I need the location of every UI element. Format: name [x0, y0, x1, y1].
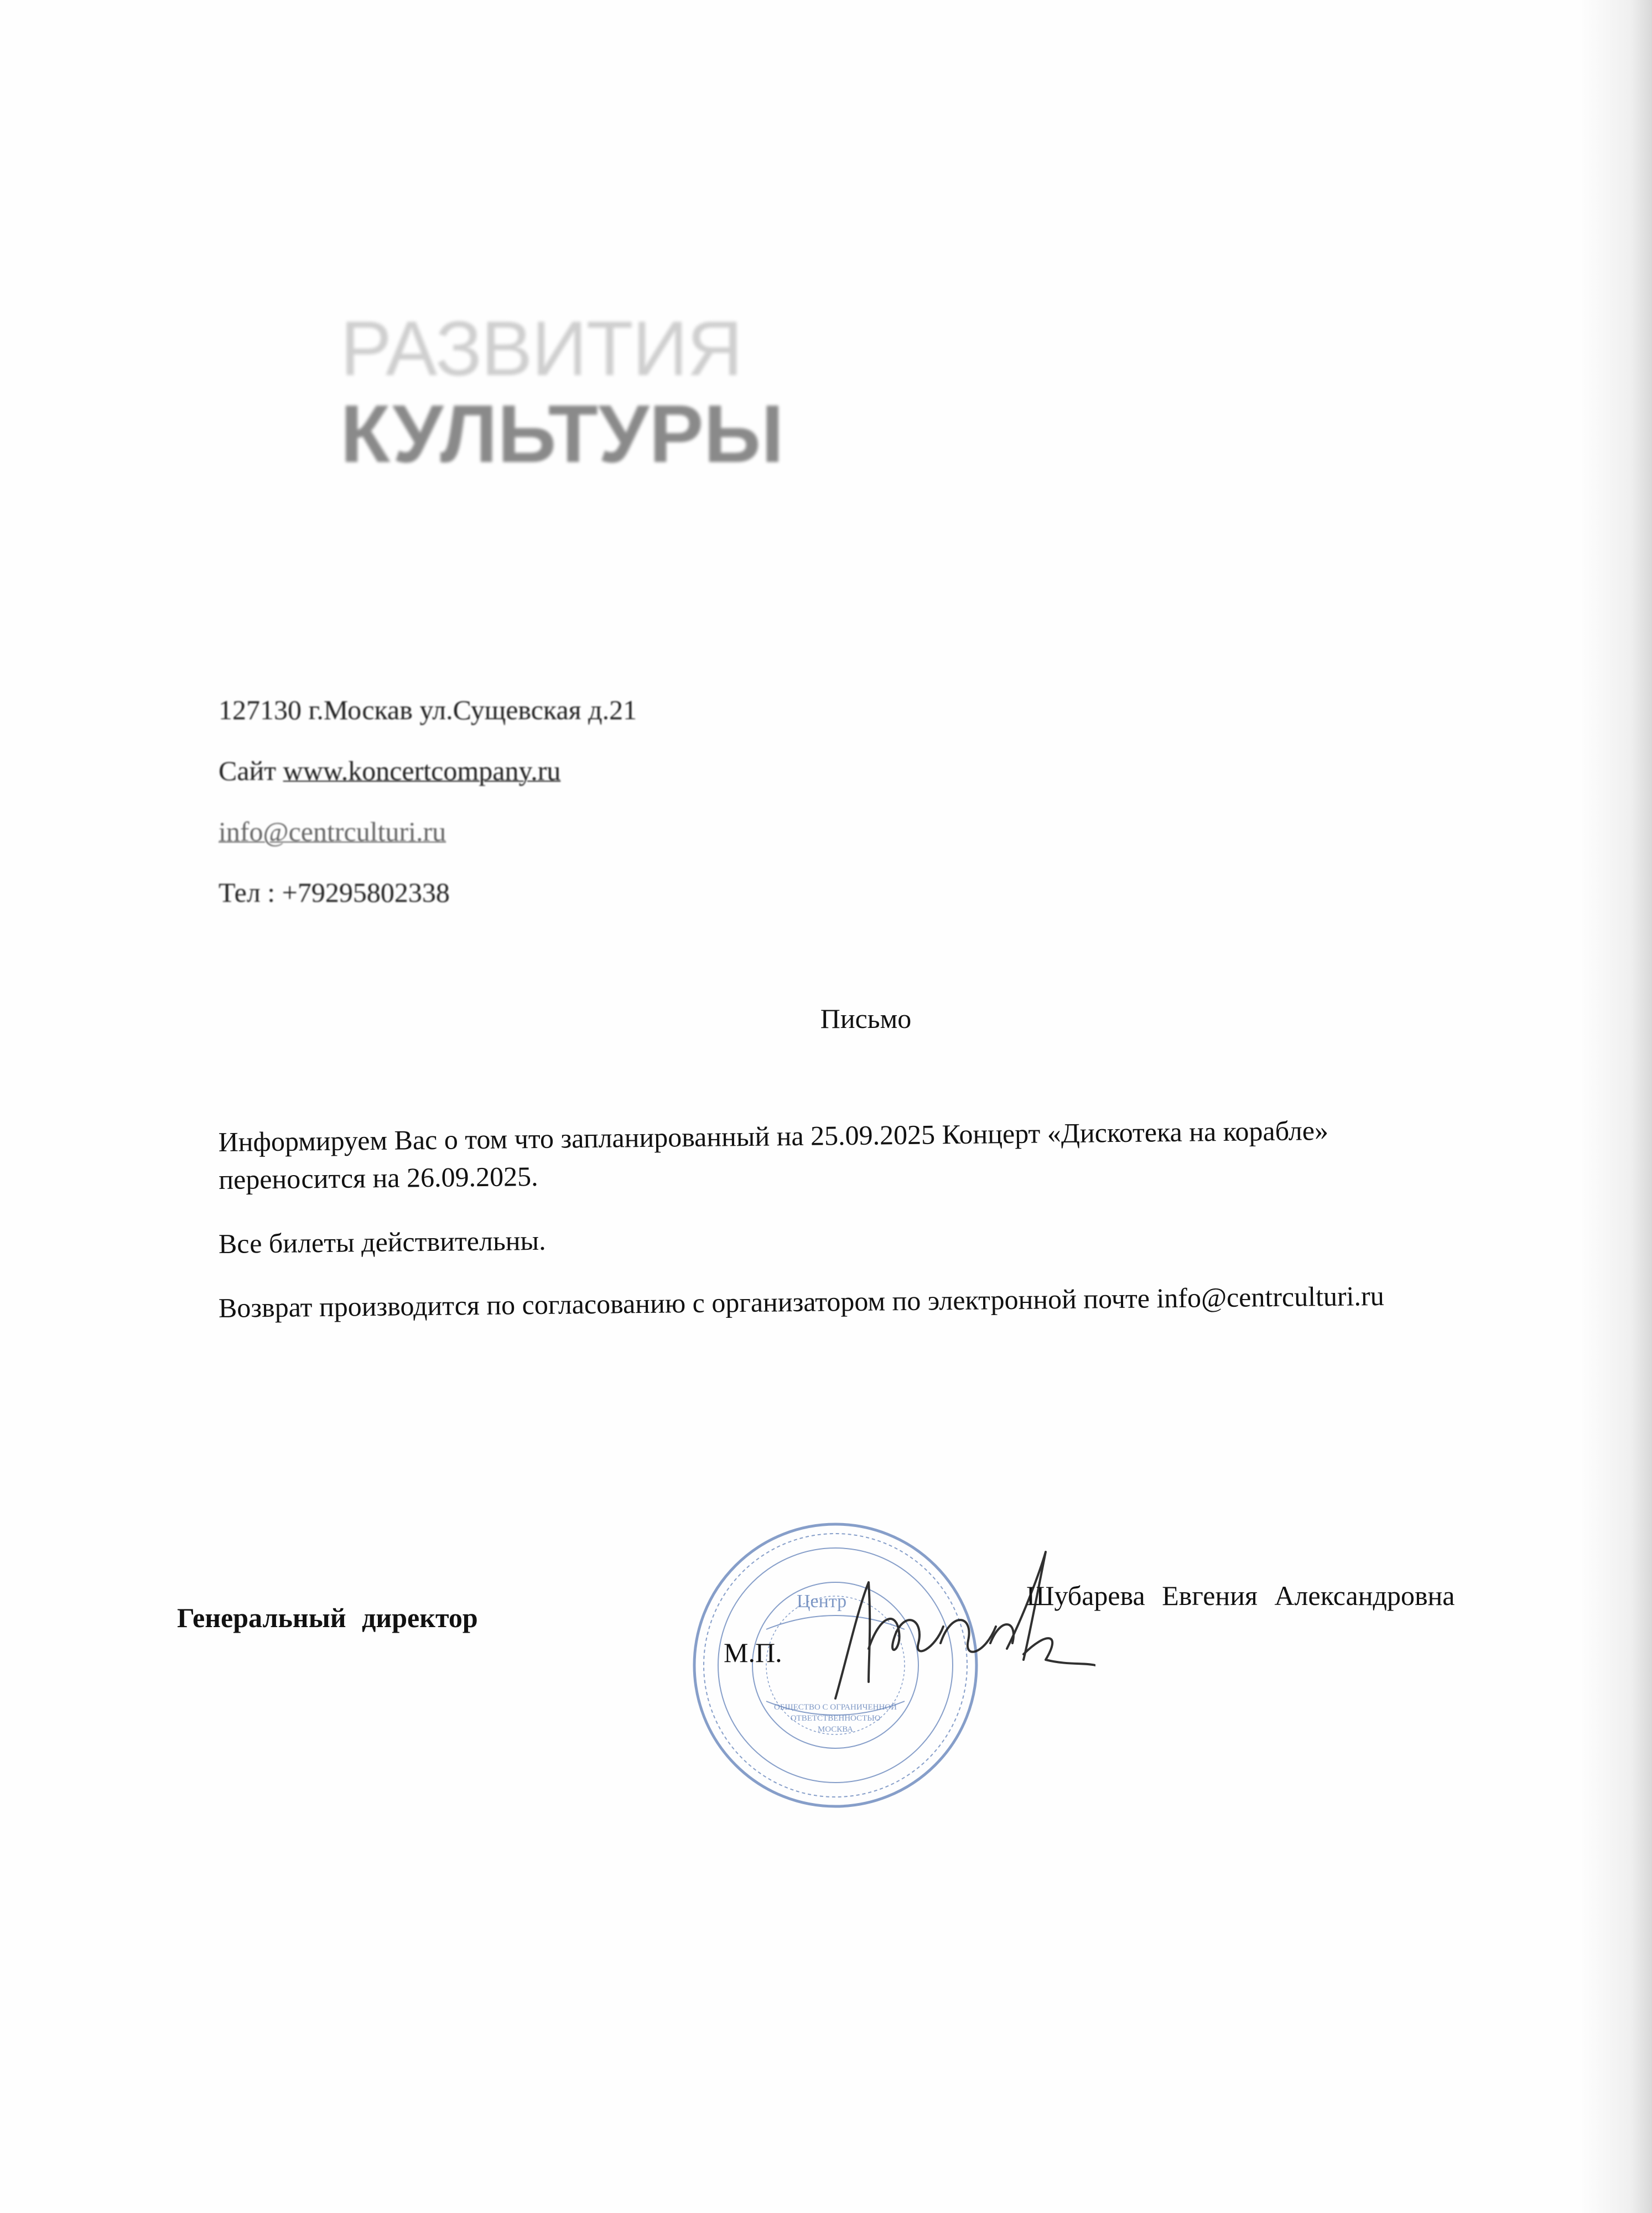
logo-line-1: РАЗВИТИЯ [340, 305, 742, 392]
paragraph-reschedule: Информируем Вас о том что запланированный на 25.09.2025 Концерт «Дискотека на корабле» переносится на 26.09.2025. [218, 1114, 1329, 1195]
address: 127130 г.Москав ул.Сущевская д.21 [219, 694, 637, 725]
letter-body [218, 1114, 1436, 1353]
seal-text-line: ОБЩЕСТВО С ОГРАНИЧЕННОЙ [774, 1703, 897, 1712]
signatory-name: Шубарева Евгения Александровна [1026, 1580, 1455, 1611]
website-label: Сайт [219, 755, 277, 786]
paragraph-refund: Возврат производится по согласованию с организатором по электронной почте info@centrculturi.ru [218, 1280, 1384, 1323]
seal-text-line: МОСКВА [817, 1725, 854, 1734]
seal-text-line: ОТВЕТСТВЕННОСТЬЮ [790, 1714, 881, 1723]
email-row [219, 816, 637, 847]
seal-center-text: Центр [797, 1591, 847, 1612]
signatory-role: Генеральный директор [177, 1602, 478, 1633]
website-link[interactable]: www.koncertcompany.ru [283, 755, 561, 786]
email-link[interactable]: info@centrculturi.ru [219, 816, 446, 847]
phone: Тел : +79295802338 [219, 877, 450, 908]
page-edge-shadow [1580, 0, 1652, 2213]
stamp-mark: М.П. [724, 1637, 782, 1668]
handwritten-signature [786, 1549, 1095, 1715]
contact-block [219, 694, 637, 938]
letterhead-logo [340, 305, 784, 480]
paragraph-tickets: Все билеты действительны. [218, 1224, 546, 1259]
website-row [219, 755, 637, 786]
logo-line-2: КУЛЬТУРЫ [340, 388, 784, 480]
document-title: Письмо [820, 1003, 912, 1034]
